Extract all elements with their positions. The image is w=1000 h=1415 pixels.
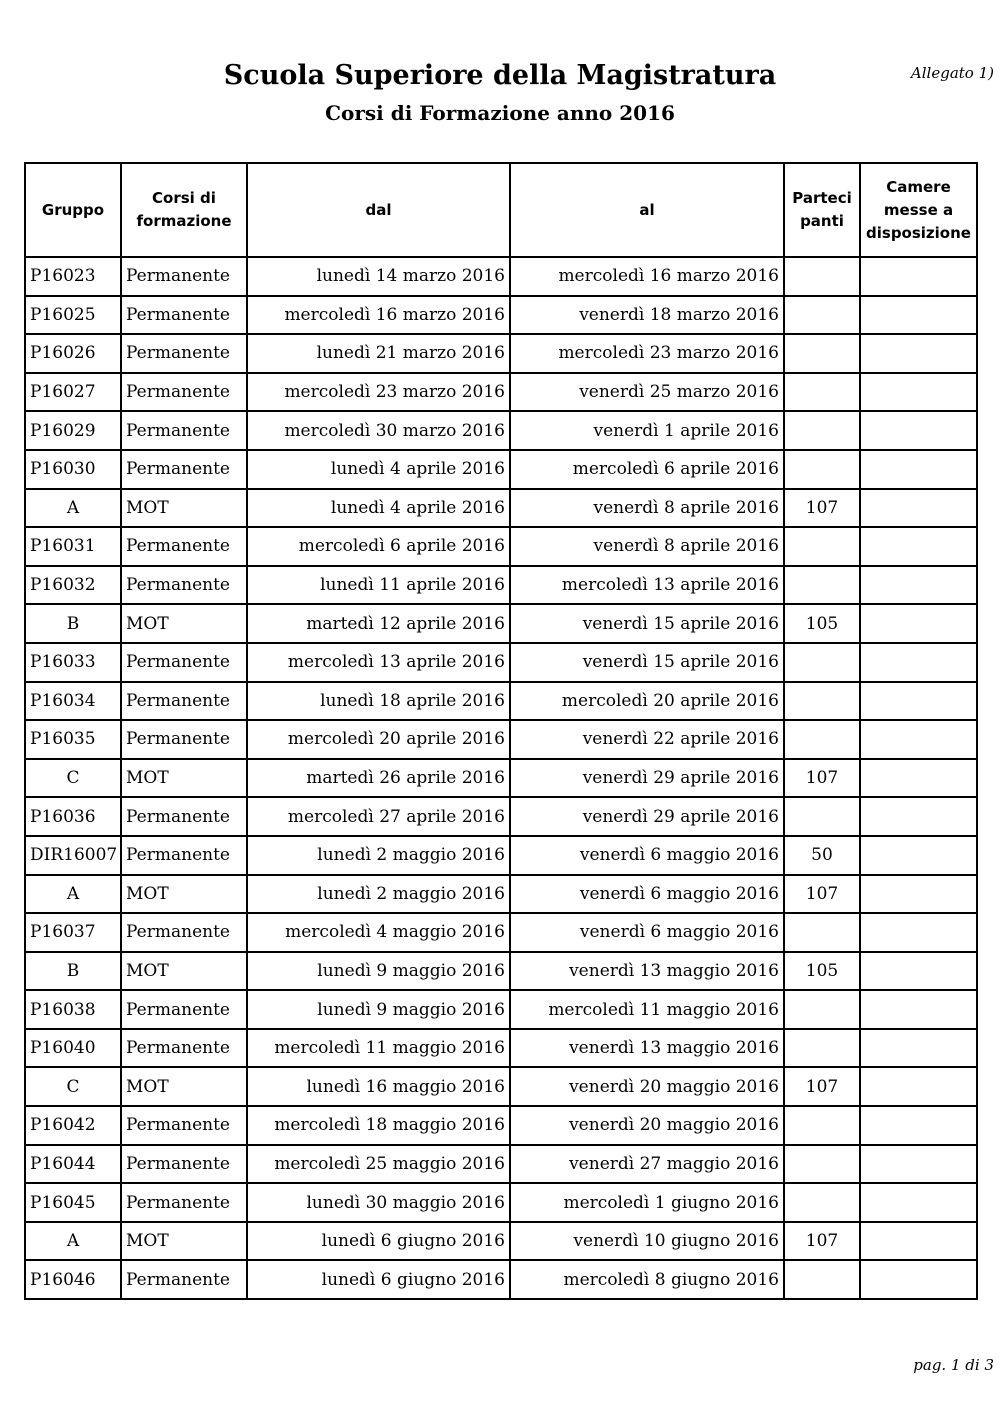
- cell-dal: lunedì 11 aprile 2016: [247, 566, 510, 605]
- cell-corso: Permanente: [121, 1029, 247, 1068]
- cell-al: venerdì 20 maggio 2016: [510, 1067, 784, 1106]
- cell-gruppo: P16034: [25, 682, 121, 721]
- cell-dal: lunedì 6 giugno 2016: [247, 1222, 510, 1261]
- table-row: [25, 797, 977, 836]
- cell-camere: [860, 1029, 977, 1068]
- cell-corso: Permanente: [121, 913, 247, 952]
- cell-gruppo: P16023: [25, 257, 121, 296]
- cell-corso: Permanente: [121, 990, 247, 1029]
- cell-partecipanti: [784, 334, 860, 373]
- cell-gruppo: P16045: [25, 1183, 121, 1222]
- cell-gruppo: P16042: [25, 1106, 121, 1145]
- cell-partecipanti: 107: [784, 489, 860, 528]
- cell-al: mercoledì 13 aprile 2016: [510, 566, 784, 605]
- cell-al: mercoledì 6 aprile 2016: [510, 450, 784, 489]
- cell-corso: MOT: [121, 1067, 247, 1106]
- cell-dal: mercoledì 23 marzo 2016: [247, 373, 510, 412]
- table-row: [25, 604, 977, 643]
- cell-gruppo: P16031: [25, 527, 121, 566]
- cell-partecipanti: [784, 1145, 860, 1184]
- cell-partecipanti: 107: [784, 1067, 860, 1106]
- cell-corso: Permanente: [121, 373, 247, 412]
- cell-gruppo: A: [25, 1222, 121, 1261]
- cell-partecipanti: 50: [784, 836, 860, 875]
- cell-gruppo: P16040: [25, 1029, 121, 1068]
- cell-al: venerdì 6 maggio 2016: [510, 875, 784, 914]
- cell-al: venerdì 27 maggio 2016: [510, 1145, 784, 1184]
- table-row: [25, 643, 977, 682]
- cell-corso: Permanente: [121, 450, 247, 489]
- cell-camere: [860, 720, 977, 759]
- cell-al: venerdì 15 aprile 2016: [510, 604, 784, 643]
- cell-partecipanti: [784, 450, 860, 489]
- table-row: [25, 1106, 977, 1145]
- cell-dal: lunedì 16 maggio 2016: [247, 1067, 510, 1106]
- cell-al: venerdì 29 aprile 2016: [510, 759, 784, 798]
- cell-al: venerdì 15 aprile 2016: [510, 643, 784, 682]
- cell-camere: [860, 952, 977, 991]
- cell-corso: MOT: [121, 1222, 247, 1261]
- cell-camere: [860, 334, 977, 373]
- cell-corso: Permanente: [121, 1183, 247, 1222]
- cell-partecipanti: [784, 720, 860, 759]
- cell-gruppo: C: [25, 1067, 121, 1106]
- cell-al: mercoledì 20 aprile 2016: [510, 682, 784, 721]
- cell-camere: [860, 913, 977, 952]
- cell-dal: lunedì 9 maggio 2016: [247, 990, 510, 1029]
- cell-partecipanti: 107: [784, 1222, 860, 1261]
- cell-partecipanti: [784, 257, 860, 296]
- table-row: [25, 682, 977, 721]
- cell-corso: Permanente: [121, 682, 247, 721]
- column-header-camere: Camere messe a disposizione: [860, 163, 977, 257]
- cell-corso: Permanente: [121, 334, 247, 373]
- cell-camere: [860, 1145, 977, 1184]
- cell-dal: mercoledì 16 marzo 2016: [247, 296, 510, 335]
- cell-dal: mercoledì 11 maggio 2016: [247, 1029, 510, 1068]
- cell-partecipanti: [784, 682, 860, 721]
- column-header-partecipanti: Parteci panti: [784, 163, 860, 257]
- table-row: [25, 1260, 977, 1299]
- table-row: [25, 875, 977, 914]
- table-row: [25, 450, 977, 489]
- cell-dal: martedì 12 aprile 2016: [247, 604, 510, 643]
- cell-al: venerdì 20 maggio 2016: [510, 1106, 784, 1145]
- cell-camere: [860, 450, 977, 489]
- cell-corso: Permanente: [121, 643, 247, 682]
- cell-camere: [860, 1183, 977, 1222]
- cell-gruppo: P16025: [25, 296, 121, 335]
- cell-partecipanti: [784, 296, 860, 335]
- cell-gruppo: A: [25, 875, 121, 914]
- cell-dal: lunedì 18 aprile 2016: [247, 682, 510, 721]
- cell-dal: mercoledì 4 maggio 2016: [247, 913, 510, 952]
- cell-partecipanti: [784, 643, 860, 682]
- cell-corso: MOT: [121, 875, 247, 914]
- cell-camere: [860, 566, 977, 605]
- table-row: [25, 257, 977, 296]
- table-row: [25, 1183, 977, 1222]
- cell-camere: [860, 257, 977, 296]
- cell-camere: [860, 373, 977, 412]
- cell-partecipanti: [784, 1106, 860, 1145]
- table-row: [25, 411, 977, 450]
- cell-corso: Permanente: [121, 1260, 247, 1299]
- table-header-row: [25, 163, 977, 257]
- cell-camere: [860, 836, 977, 875]
- cell-camere: [860, 411, 977, 450]
- cell-al: venerdì 1 aprile 2016: [510, 411, 784, 450]
- cell-dal: mercoledì 27 aprile 2016: [247, 797, 510, 836]
- cell-dal: mercoledì 6 aprile 2016: [247, 527, 510, 566]
- cell-al: venerdì 22 aprile 2016: [510, 720, 784, 759]
- cell-camere: [860, 489, 977, 528]
- cell-al: venerdì 13 maggio 2016: [510, 952, 784, 991]
- cell-camere: [860, 1222, 977, 1261]
- table-row: [25, 836, 977, 875]
- column-header-corsi: Corsi di formazione: [121, 163, 247, 257]
- cell-camere: [860, 875, 977, 914]
- cell-partecipanti: [784, 1183, 860, 1222]
- cell-camere: [860, 643, 977, 682]
- cell-gruppo: DIR16007: [25, 836, 121, 875]
- cell-partecipanti: [784, 373, 860, 412]
- column-header-dal: dal: [247, 163, 510, 257]
- cell-al: venerdì 13 maggio 2016: [510, 1029, 784, 1068]
- table-row: [25, 720, 977, 759]
- cell-dal: mercoledì 30 marzo 2016: [247, 411, 510, 450]
- cell-dal: mercoledì 13 aprile 2016: [247, 643, 510, 682]
- cell-gruppo: B: [25, 952, 121, 991]
- cell-camere: [860, 527, 977, 566]
- cell-partecipanti: 105: [784, 952, 860, 991]
- cell-corso: MOT: [121, 759, 247, 798]
- cell-camere: [860, 682, 977, 721]
- cell-corso: Permanente: [121, 296, 247, 335]
- cell-dal: lunedì 21 marzo 2016: [247, 334, 510, 373]
- cell-dal: lunedì 30 maggio 2016: [247, 1183, 510, 1222]
- cell-camere: [860, 1260, 977, 1299]
- cell-gruppo: P16037: [25, 913, 121, 952]
- cell-corso: Permanente: [121, 836, 247, 875]
- cell-al: venerdì 25 marzo 2016: [510, 373, 784, 412]
- table-row: [25, 527, 977, 566]
- annex-label: Allegato 1): [910, 64, 994, 82]
- table-row: [25, 373, 977, 412]
- cell-gruppo: P16027: [25, 373, 121, 412]
- table-row: [25, 913, 977, 952]
- cell-gruppo: C: [25, 759, 121, 798]
- cell-gruppo: P16044: [25, 1145, 121, 1184]
- column-header-gruppo: Gruppo: [25, 163, 121, 257]
- cell-partecipanti: [784, 566, 860, 605]
- cell-gruppo: P16036: [25, 797, 121, 836]
- cell-partecipanti: [784, 527, 860, 566]
- cell-gruppo: P16038: [25, 990, 121, 1029]
- page-number: pag. 1 di 3: [913, 1356, 994, 1374]
- cell-camere: [860, 1067, 977, 1106]
- cell-partecipanti: [784, 411, 860, 450]
- cell-camere: [860, 759, 977, 798]
- document-title: Scuola Superiore della Magistratura: [223, 60, 777, 91]
- cell-corso: Permanente: [121, 527, 247, 566]
- cell-camere: [860, 296, 977, 335]
- column-header-al: al: [510, 163, 784, 257]
- cell-camere: [860, 797, 977, 836]
- cell-al: venerdì 6 maggio 2016: [510, 836, 784, 875]
- cell-partecipanti: 107: [784, 875, 860, 914]
- table-row: [25, 759, 977, 798]
- cell-al: venerdì 8 aprile 2016: [510, 527, 784, 566]
- table-row: [25, 334, 977, 373]
- courses-table: [24, 162, 978, 1300]
- table-row: [25, 1067, 977, 1106]
- table-row: [25, 952, 977, 991]
- cell-corso: Permanente: [121, 720, 247, 759]
- cell-dal: mercoledì 18 maggio 2016: [247, 1106, 510, 1145]
- cell-gruppo: P16032: [25, 566, 121, 605]
- cell-dal: lunedì 2 maggio 2016: [247, 836, 510, 875]
- cell-al: venerdì 6 maggio 2016: [510, 913, 784, 952]
- cell-corso: MOT: [121, 604, 247, 643]
- cell-corso: MOT: [121, 952, 247, 991]
- cell-al: mercoledì 8 giugno 2016: [510, 1260, 784, 1299]
- cell-dal: mercoledì 25 maggio 2016: [247, 1145, 510, 1184]
- table-row: [25, 489, 977, 528]
- cell-gruppo: A: [25, 489, 121, 528]
- cell-gruppo: P16033: [25, 643, 121, 682]
- cell-al: venerdì 10 giugno 2016: [510, 1222, 784, 1261]
- cell-dal: martedì 26 aprile 2016: [247, 759, 510, 798]
- cell-corso: Permanente: [121, 797, 247, 836]
- cell-dal: lunedì 14 marzo 2016: [247, 257, 510, 296]
- cell-al: venerdì 29 aprile 2016: [510, 797, 784, 836]
- cell-partecipanti: [784, 990, 860, 1029]
- table-row: [25, 296, 977, 335]
- cell-al: venerdì 18 marzo 2016: [510, 296, 784, 335]
- cell-gruppo: P16046: [25, 1260, 121, 1299]
- cell-camere: [860, 990, 977, 1029]
- cell-gruppo: P16026: [25, 334, 121, 373]
- cell-al: venerdì 8 aprile 2016: [510, 489, 784, 528]
- cell-corso: Permanente: [121, 1106, 247, 1145]
- cell-gruppo: P16035: [25, 720, 121, 759]
- cell-gruppo: P16029: [25, 411, 121, 450]
- cell-dal: lunedì 4 aprile 2016: [247, 489, 510, 528]
- table-body: [25, 257, 977, 1299]
- cell-al: mercoledì 11 maggio 2016: [510, 990, 784, 1029]
- cell-corso: Permanente: [121, 257, 247, 296]
- cell-dal: lunedì 9 maggio 2016: [247, 952, 510, 991]
- cell-partecipanti: 105: [784, 604, 860, 643]
- cell-dal: lunedì 4 aprile 2016: [247, 450, 510, 489]
- table-row: [25, 1222, 977, 1261]
- cell-dal: mercoledì 20 aprile 2016: [247, 720, 510, 759]
- cell-camere: [860, 604, 977, 643]
- table-row: [25, 1145, 977, 1184]
- cell-corso: Permanente: [121, 566, 247, 605]
- cell-al: mercoledì 23 marzo 2016: [510, 334, 784, 373]
- cell-corso: Permanente: [121, 1145, 247, 1184]
- cell-al: mercoledì 1 giugno 2016: [510, 1183, 784, 1222]
- cell-dal: lunedì 6 giugno 2016: [247, 1260, 510, 1299]
- cell-partecipanti: [784, 797, 860, 836]
- document-subtitle: Corsi di Formazione anno 2016: [325, 101, 675, 125]
- cell-dal: lunedì 2 maggio 2016: [247, 875, 510, 914]
- cell-partecipanti: 107: [784, 759, 860, 798]
- cell-gruppo: P16030: [25, 450, 121, 489]
- cell-al: mercoledì 16 marzo 2016: [510, 257, 784, 296]
- cell-partecipanti: [784, 1260, 860, 1299]
- table-row: [25, 566, 977, 605]
- cell-partecipanti: [784, 1029, 860, 1068]
- table-row: [25, 990, 977, 1029]
- cell-camere: [860, 1106, 977, 1145]
- cell-gruppo: B: [25, 604, 121, 643]
- cell-corso: MOT: [121, 489, 247, 528]
- cell-corso: Permanente: [121, 411, 247, 450]
- table-row: [25, 1029, 977, 1068]
- cell-partecipanti: [784, 913, 860, 952]
